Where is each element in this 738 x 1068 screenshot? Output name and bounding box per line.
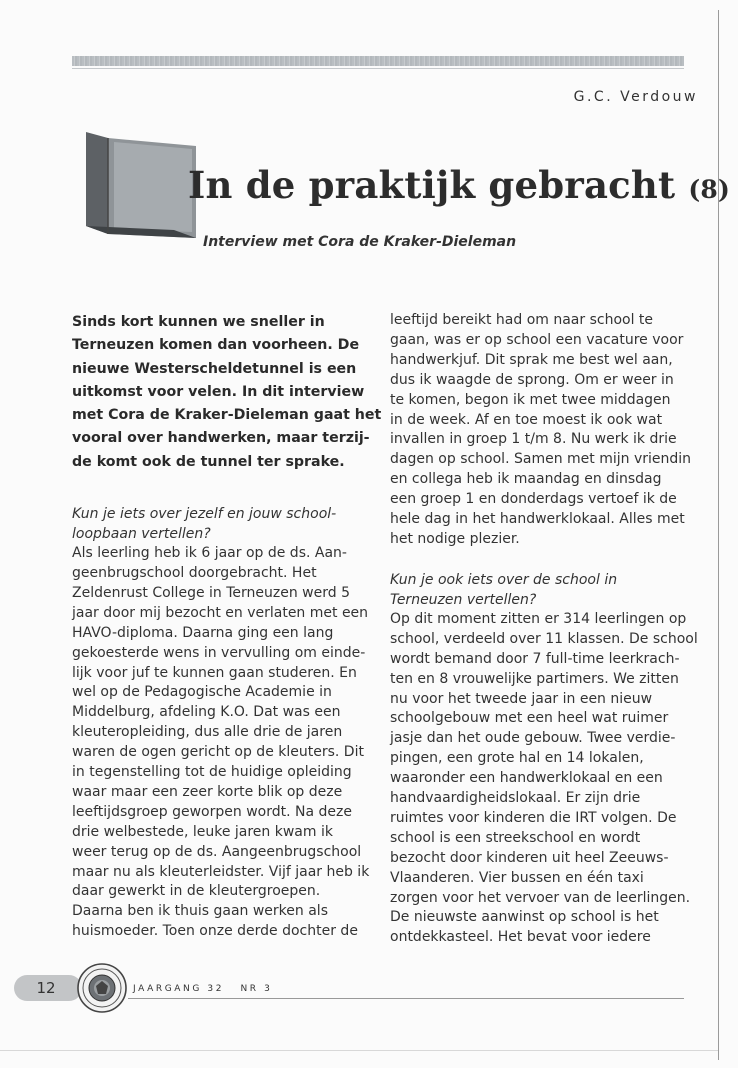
- magazine-seal-icon: [76, 962, 128, 1014]
- text-line: Vlaanderen. Vier bussen en één taxi: [390, 869, 644, 886]
- text-line: dus ik waagde de sprong. Om er weer in: [390, 371, 674, 388]
- text-line: met Cora de Kraker-Dieleman gaat het: [72, 407, 382, 424]
- text-line: schoolgebouw met een heel wat ruimer: [390, 710, 669, 727]
- text-line: Als leerling heb ik 6 jaar op de ds. Aan-: [72, 545, 347, 562]
- title-main: In de praktijk gebracht: [188, 163, 676, 207]
- text-line: Op dit moment zitten er 314 leerlingen op: [390, 610, 687, 627]
- text-line: ontdekkasteel. Het bevat voor iedere: [390, 929, 651, 946]
- text-line: gekoesterde wens in vervulling om einde-: [72, 644, 366, 661]
- page-edge-bottom: [0, 1050, 718, 1051]
- text-line: nu voor het tweede jaar in een nieuw: [390, 690, 653, 707]
- answer-1: [72, 544, 390, 942]
- text-line: handwerkjuf. Dit sprak me best wel aan,: [390, 351, 673, 368]
- footer-volume: JAARGANG 32: [133, 984, 225, 994]
- text-line: Sinds kort kunnen we sneller in: [72, 314, 325, 330]
- text-line: Kun je ook iets over de school in: [390, 571, 618, 588]
- text-line: huismoeder. Toen onze derde dochter de: [72, 923, 358, 940]
- text-line: waar maar een zeer korte blik op deze: [72, 783, 343, 800]
- text-line: kleuteropleiding, dus alle drie de jaren: [72, 724, 343, 741]
- text-line: hele dag in het handwerklokaal. Alles met: [390, 511, 685, 528]
- footer-rule: [128, 998, 684, 999]
- answer-2: [390, 610, 708, 948]
- text-line: het nodige plezier.: [390, 530, 520, 547]
- text-line: wel op de Pedagogische Academie in: [72, 684, 332, 701]
- text-line: gaan, was er op school een vacature voor: [390, 331, 684, 348]
- answer-1-continued: [390, 311, 708, 550]
- text-line: dagen op school. Samen met mijn vriendin: [390, 451, 692, 468]
- header-decorative-bar: [72, 56, 684, 66]
- text-line: bezocht door kinderen uit heel Zeeuws-: [390, 849, 669, 866]
- text-line: handvaardigheidslokaal. Er zijn drie: [390, 790, 641, 807]
- column-left: [72, 311, 390, 942]
- text-line: daar gewerkt in de kleutergroepen.: [72, 883, 321, 900]
- intro-paragraph: [72, 311, 390, 474]
- text-line: de komt ook de tunnel ter sprake.: [72, 453, 345, 470]
- text-line: waaronder een handwerklokaal en een: [390, 770, 663, 787]
- text-line: Terneuzen vertellen?: [390, 591, 537, 608]
- text-line: ten en 8 vrouwelijke partimers. We zitten: [390, 670, 679, 687]
- text-line: leeftijdsgroep geworpen wordt. Na deze: [72, 803, 352, 820]
- text-line: ruimtes voor kinderen die IRT volgen. De: [390, 809, 677, 826]
- text-line: waren de ogen gericht op de kleuters. Dit: [72, 744, 364, 761]
- text-line: weer terug op de ds. Aangeenbrugschool: [72, 843, 362, 860]
- text-line: leeftijd bereikt had om naar school te: [390, 312, 654, 328]
- text-line: te komen, begon ik met twee middagen: [390, 391, 671, 408]
- text-line: wordt bemand door 7 full-time leerkrach-: [390, 650, 680, 667]
- text-line: en collega heb ik maandag en dinsdag: [390, 471, 662, 488]
- text-line: invallen in groep 1 t/m 8. Nu werk ik drie: [390, 431, 677, 448]
- text-line: in de week. Af en toe moest ik ook wat: [390, 411, 663, 428]
- text-line: Kun je iets over jezelf en jouw school-: [72, 506, 337, 523]
- page-edge-right: [718, 10, 719, 1060]
- question-1: [72, 504, 390, 544]
- question-2: [390, 570, 708, 610]
- title-part-number: (8): [688, 175, 731, 204]
- text-line: vooral over handwerken, maar terzij-: [72, 430, 370, 447]
- text-line: jaar door mij bezocht en verlaten met een: [72, 604, 369, 621]
- author-name: G.C. Verdouw: [573, 89, 698, 105]
- text-line: HAVO-diploma. Daarna ging een lang: [72, 624, 334, 641]
- text-line: jasje dan het oude gebouw. Twee verdie-: [390, 730, 676, 747]
- text-line: Zeldenrust College in Terneuzen werd 5: [72, 584, 350, 601]
- text-line: lijk voor juf te kunnen gaan studeren. En: [72, 664, 357, 681]
- text-line: in tegenstelling tot de huidige opleiding: [72, 764, 352, 781]
- text-line: school, verdeeld over 11 klassen. De school: [390, 630, 698, 647]
- text-line: zorgen voor het vervoer van de leerlingen.: [390, 889, 691, 906]
- text-line: Middelburg, afdeling K.O. Dat was een: [72, 704, 341, 721]
- paragraph-gap: [390, 550, 708, 570]
- text-line: Terneuzen komen dan voorheen. De: [72, 337, 360, 354]
- text-line: pingen, een grote hal en 14 lokalen,: [390, 750, 644, 767]
- text-line: uitkomst voor velen. In dit interview: [72, 383, 365, 400]
- text-line: een groep 1 en donderdags vertoef ik de: [390, 491, 677, 508]
- text-line: school is een streekschool en wordt: [390, 829, 641, 846]
- text-line: drie welbestede, leuke jaren kwam ik: [72, 823, 333, 840]
- header-rule: [72, 68, 684, 69]
- text-line: maar nu als kleuterleidster. Vijf jaar heb ik: [72, 863, 370, 880]
- text-line: geenbrugschool doorgebracht. Het: [72, 564, 317, 581]
- footer-issue: NR 3: [240, 984, 273, 994]
- text-line: nieuwe Westerscheldetunnel is een: [72, 360, 357, 377]
- article-subtitle: Interview met Cora de Kraker-Dieleman: [203, 234, 517, 250]
- text-line: Daarna ben ik thuis gaan werken als: [72, 903, 328, 920]
- text-line: De nieuwste aanwinst op school is het: [390, 909, 659, 926]
- article-title: [188, 163, 731, 207]
- column-right: [390, 311, 708, 948]
- footer-issue-info: [133, 984, 272, 994]
- page-number: 12: [36, 979, 56, 997]
- text-line: loopbaan vertellen?: [72, 526, 211, 543]
